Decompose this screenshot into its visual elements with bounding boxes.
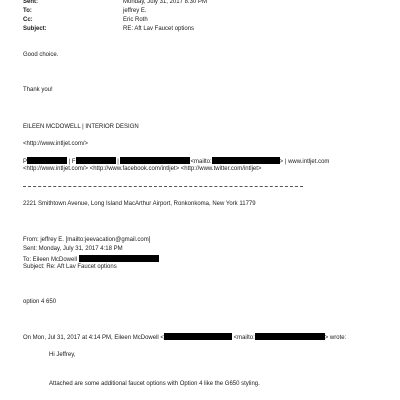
redaction-block bbox=[120, 157, 190, 164]
signature-links[interactable]: <http://www.intljet.com/> <http://www.facebook.com/intljet> <http://www.twitter.com/intljet> bbox=[23, 166, 262, 172]
fwd-body: option 4 650 bbox=[23, 299, 57, 305]
fax-label: | F bbox=[68, 159, 76, 165]
signature-website[interactable] bbox=[23, 141, 88, 148]
fwd-to: To: Eileen McDowell bbox=[23, 257, 78, 263]
separator: | bbox=[117, 159, 119, 165]
fwd-sent: Sent: Monday, July 31, 2017 4:18 PM bbox=[23, 246, 123, 252]
sent-value: Monday, July 31, 2017 8:30 PM bbox=[123, 0, 207, 5]
to-label: To: bbox=[23, 8, 32, 14]
divider-dashed bbox=[23, 186, 303, 187]
redaction-block bbox=[164, 333, 232, 340]
redaction-block bbox=[255, 333, 325, 340]
mailto-open: <mailto: bbox=[190, 159, 212, 165]
fwd-subject: Subject: Re: Aft Lav Faucet options bbox=[23, 264, 117, 270]
body-line-2: Thank you! bbox=[23, 87, 53, 93]
fwd-from: From: jeffrey E. [mailto:jeevacation@gmail.com] bbox=[23, 237, 151, 243]
website-link[interactable]: <http://www.intljet.com/> bbox=[23, 141, 89, 147]
sent-label: Sent: bbox=[23, 0, 38, 5]
quoted-wrote: > wrote: bbox=[324, 335, 347, 341]
cc-label: Cc: bbox=[23, 17, 33, 23]
fwd-to-row bbox=[23, 255, 159, 264]
redaction-block bbox=[79, 255, 159, 262]
quoted-prefix: On Mon, Jul 31, 2017 at 4:14 PM, Eileen McDowell < bbox=[23, 335, 164, 341]
redaction-block bbox=[76, 157, 116, 164]
quoted-body: Attached are some additional faucet options with Option 4 like the G650 styling. bbox=[49, 381, 260, 387]
quoted-mailto: <mailto: bbox=[233, 335, 255, 341]
signature-contact-line bbox=[23, 157, 329, 166]
signature-address: 2221 Smithtown Avenue, Long Island MacArthur Airport, Ronkonkoma, New York 11779 bbox=[23, 201, 256, 207]
to-value: jeffrey E. bbox=[123, 8, 147, 14]
body-line-1: Good choice. bbox=[23, 52, 59, 58]
subject-value: RE: Aft Lav Faucet options bbox=[123, 26, 195, 32]
quoted-greeting: Hi Jeffrey, bbox=[49, 352, 76, 358]
signature-name: EILEEN MCDOWELL | INTERIOR DESIGN bbox=[23, 124, 139, 130]
quoted-intro bbox=[23, 333, 346, 342]
subject-label: Subject: bbox=[23, 26, 47, 32]
redaction-block bbox=[212, 157, 280, 164]
cc-value: Eric Roth bbox=[123, 17, 148, 23]
phone-label: P bbox=[23, 159, 28, 165]
mailto-close: > | www.intljet.com bbox=[279, 159, 330, 165]
redaction-block bbox=[27, 157, 67, 164]
